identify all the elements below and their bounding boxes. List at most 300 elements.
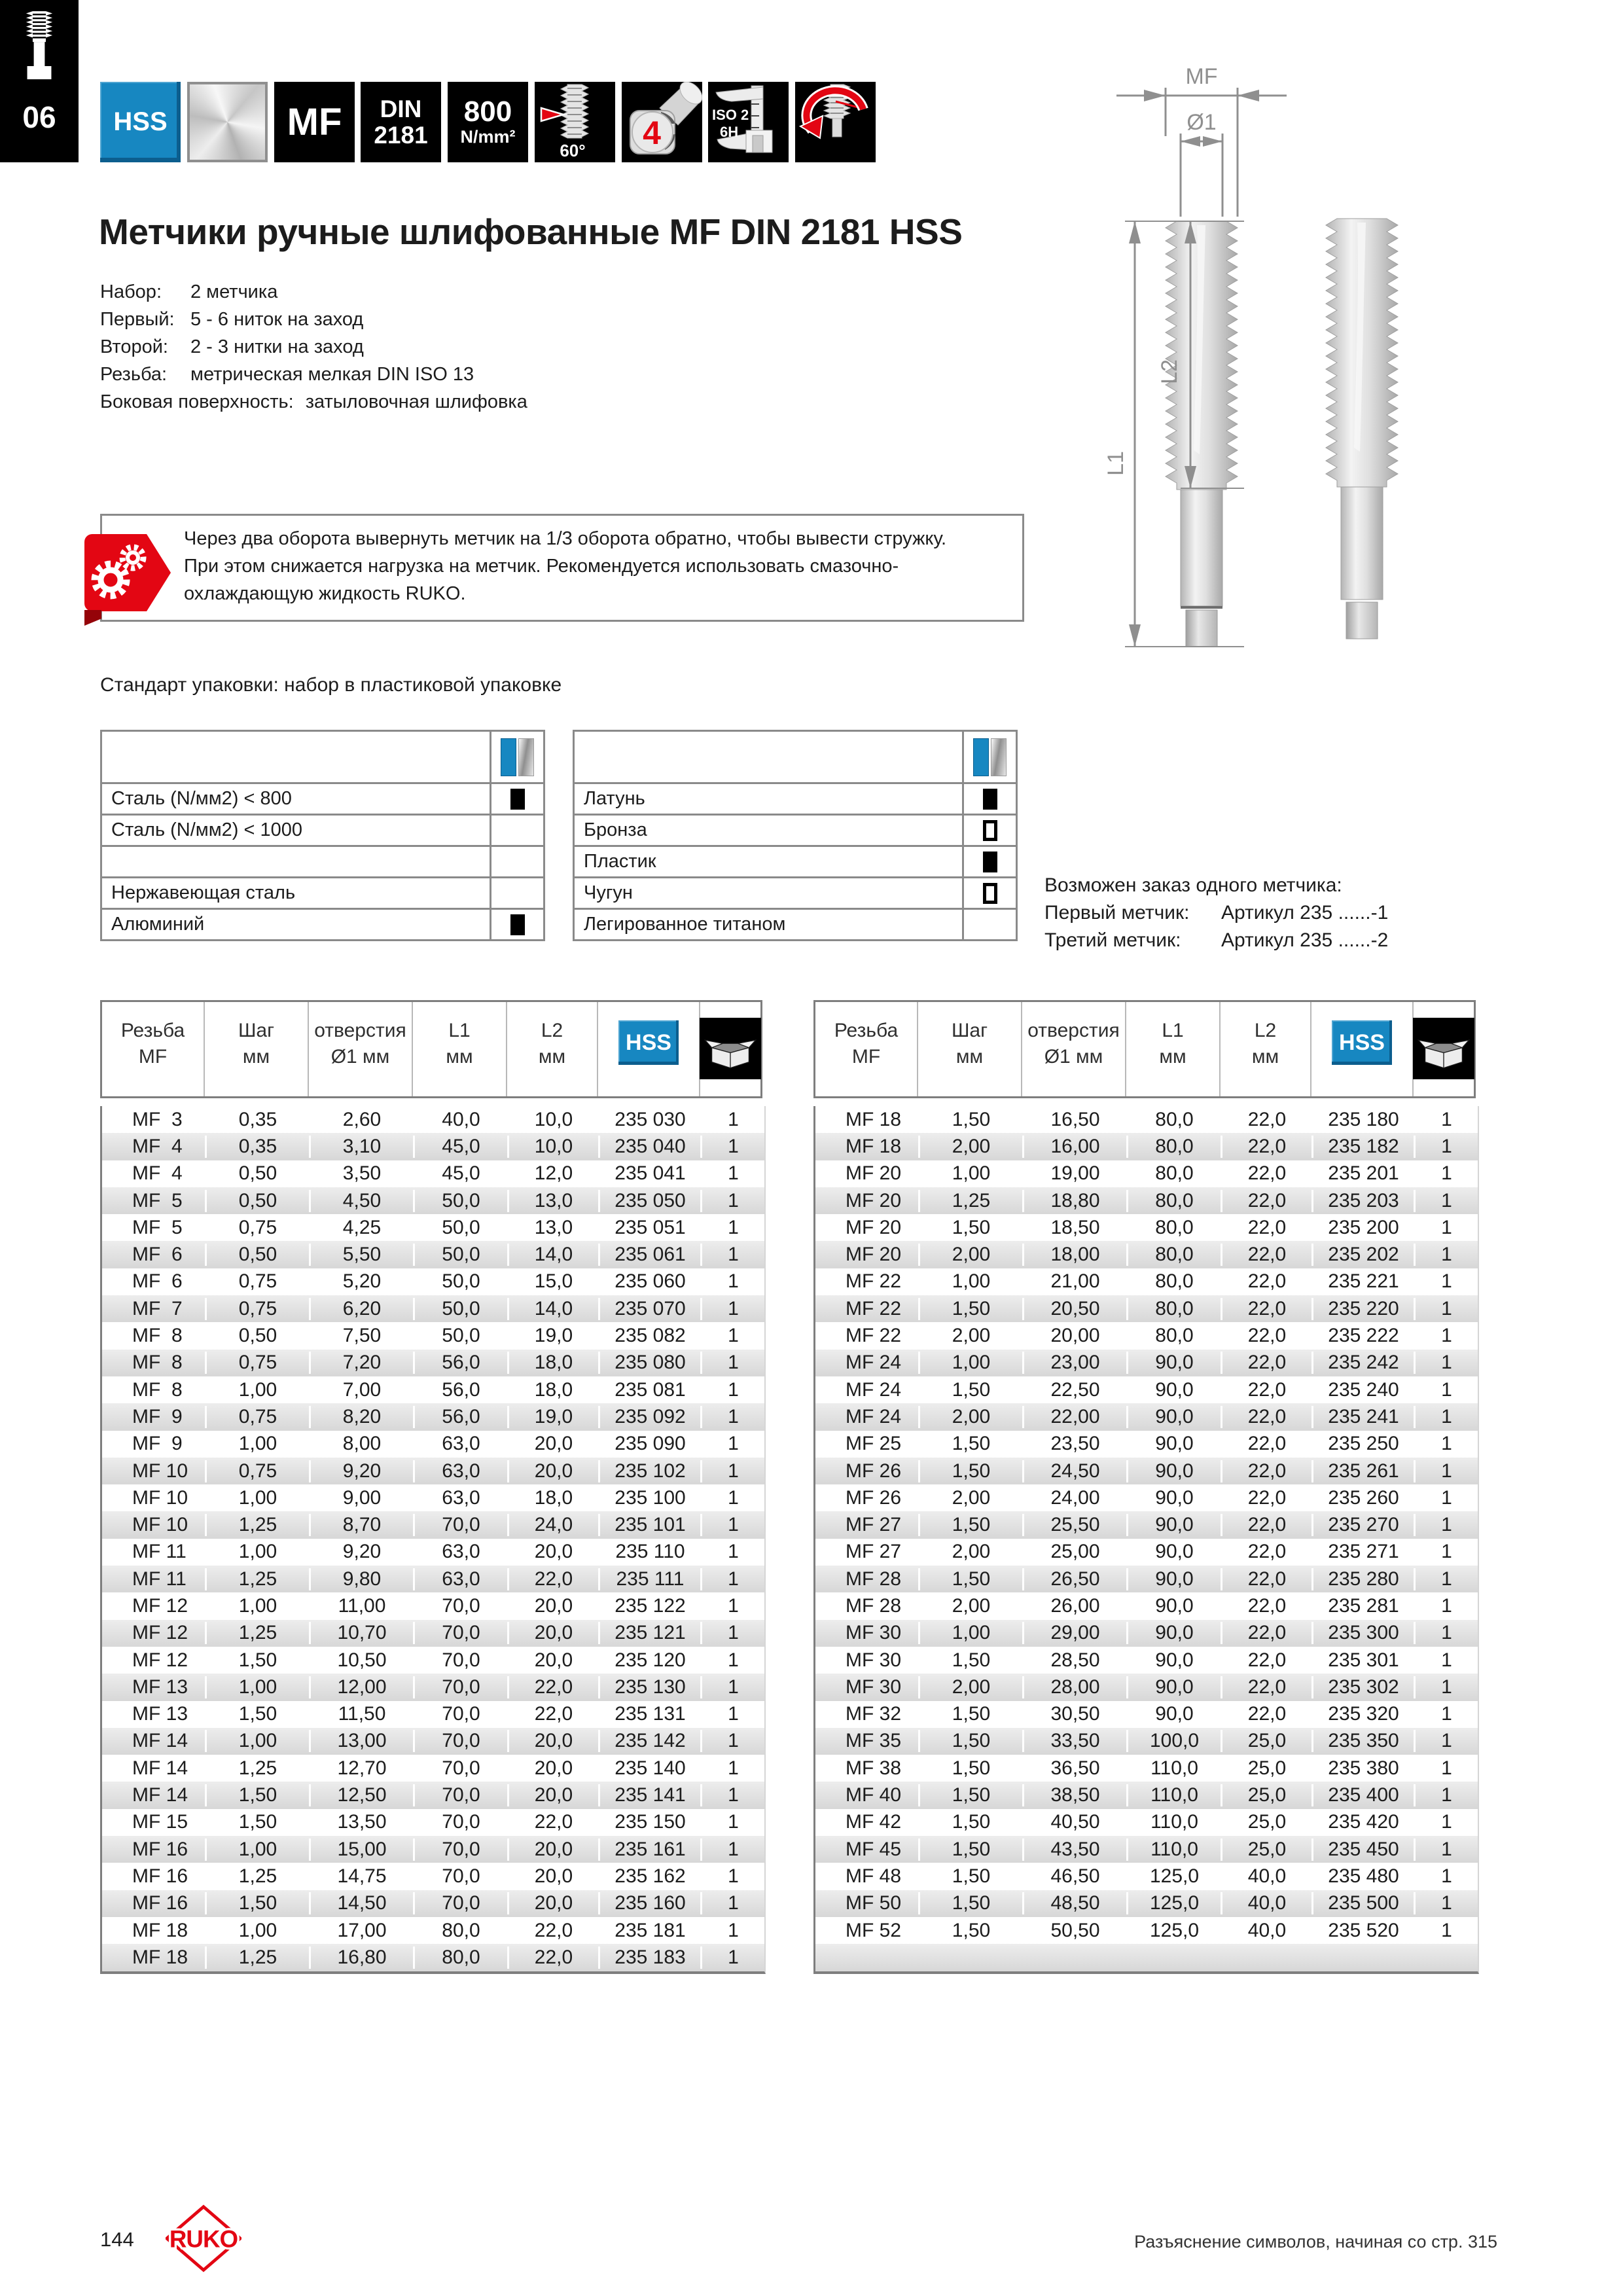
- cell-thread: MF 45: [815, 1839, 920, 1861]
- cell-thread: MF 13: [102, 1676, 207, 1698]
- cell-pitch: 1,50: [920, 1892, 1024, 1914]
- cell-l1: 110,0: [1128, 1811, 1222, 1833]
- cell-pitch: 1,50: [920, 1298, 1024, 1320]
- cell-l1: 50,0: [415, 1217, 509, 1239]
- dim-l2-label: L2: [1157, 359, 1182, 384]
- cell-l1: 63,0: [415, 1487, 509, 1509]
- table-row: [815, 1728, 1478, 1755]
- cell-l2: 22,0: [1222, 1649, 1313, 1672]
- cell-thread: MF 14: [102, 1730, 207, 1752]
- cell-drill: 12,00: [311, 1676, 415, 1698]
- table-row: [815, 1836, 1478, 1863]
- cell-pitch: 1,50: [920, 1379, 1024, 1401]
- cell-l1: 80,0: [415, 1946, 509, 1969]
- cell-thread: MF 42: [815, 1811, 920, 1833]
- cell-qty: 1: [1441, 1325, 1452, 1347]
- cell-thread: MF 30: [815, 1676, 920, 1698]
- cell-article: 235 082: [600, 1325, 702, 1347]
- cell-drill: 18,00: [1024, 1244, 1128, 1266]
- single-tap-order-note: [1044, 872, 1388, 954]
- table-row: [815, 1106, 1478, 1133]
- cell-drill: 7,00: [311, 1379, 415, 1401]
- cell-l2: 20,0: [509, 1622, 600, 1644]
- cell-drill: 30,50: [1024, 1703, 1128, 1725]
- cell-l1: 90,0: [1128, 1433, 1222, 1455]
- cell-pitch: 0,75: [207, 1270, 311, 1293]
- cell-thread: MF 15: [102, 1811, 207, 1833]
- table-row: [102, 1620, 764, 1647]
- material-label: Бронза: [584, 819, 647, 840]
- cell-drill: 20,50: [1024, 1298, 1128, 1320]
- material-row: [575, 908, 1016, 939]
- spec-row: [100, 361, 527, 388]
- page-title: Метчики ручные шлифованные MF DIN 2181 HSS: [99, 211, 963, 252]
- cell-article: 235 222: [1313, 1325, 1416, 1347]
- cell-article: 235 270: [1313, 1514, 1416, 1536]
- hss-bar-icon: [973, 738, 989, 776]
- usage-note-box: [100, 514, 1024, 622]
- cell-drill: 15,00: [311, 1839, 415, 1861]
- cell-thread: MF 22: [815, 1325, 920, 1347]
- cell-l2: 25,0: [1222, 1811, 1313, 1833]
- cell-thread: MF 30: [815, 1622, 920, 1644]
- cell-l2: 22,0: [1222, 1568, 1313, 1590]
- cell-drill: 8,70: [311, 1514, 415, 1536]
- cell-l2: 20,0: [509, 1433, 600, 1455]
- spec-label: Первый:: [100, 308, 175, 330]
- cell-drill: 8,20: [311, 1406, 415, 1428]
- cell-thread: MF 6: [102, 1244, 207, 1266]
- cell-qty: 1: [728, 1486, 739, 1509]
- cell-article: 235 350: [1313, 1730, 1416, 1752]
- cell-l2: 20,0: [509, 1541, 600, 1563]
- table-row: [815, 1917, 1478, 1944]
- table-row: [815, 1755, 1478, 1782]
- table-row: [102, 1241, 764, 1268]
- cell-pitch: 1,00: [920, 1162, 1024, 1185]
- cell-article: 235 161: [600, 1839, 702, 1861]
- table-row: [102, 1592, 764, 1619]
- cell-l1: 90,0: [1128, 1460, 1222, 1482]
- spec-row: [100, 306, 527, 333]
- cell-l2: 19,0: [509, 1406, 600, 1428]
- cell-article: 235 250: [1313, 1433, 1416, 1455]
- spec-value: метрическая мелкая DIN ISO 13: [190, 363, 474, 385]
- cell-qty: 1: [1441, 1649, 1452, 1671]
- cell-thread: MF 18: [815, 1136, 920, 1158]
- cell-drill: 3,10: [311, 1136, 415, 1158]
- cell-article: 235 121: [600, 1622, 702, 1644]
- cell-pitch: 2,00: [920, 1595, 1024, 1617]
- cell-qty: 1: [728, 1594, 739, 1617]
- cell-l2: 22,0: [1222, 1352, 1313, 1374]
- spec-value: затыловочная шлифовка: [305, 391, 527, 412]
- cell-qty: 1: [1441, 1486, 1452, 1509]
- cell-l2: 13,0: [509, 1217, 600, 1239]
- table-row: [102, 1755, 764, 1782]
- cell-article: 235 281: [1313, 1595, 1416, 1617]
- cell-thread: MF 28: [815, 1568, 920, 1590]
- table-row: [815, 1701, 1478, 1728]
- cell-article: 235 261: [1313, 1460, 1416, 1482]
- cell-article: 235 200: [1313, 1217, 1416, 1239]
- cell-qty: 1: [1441, 1270, 1452, 1293]
- cell-thread: MF 5: [102, 1190, 207, 1212]
- cell-qty: 1: [728, 1162, 739, 1185]
- cell-l1: 70,0: [415, 1892, 509, 1914]
- material-label: Сталь (N/мм2) < 1000: [111, 819, 302, 840]
- cell-l2: 18,0: [509, 1379, 600, 1401]
- cell-qty: 1: [1441, 1135, 1452, 1157]
- cell-l2: 20,0: [509, 1839, 600, 1861]
- material-table-left: [100, 730, 545, 941]
- table-row: [815, 1511, 1478, 1538]
- cell-pitch: 0,35: [207, 1109, 311, 1131]
- cell-article: 235 141: [600, 1784, 702, 1806]
- table-row: [102, 1187, 764, 1214]
- cell-qty: 1: [728, 1325, 739, 1347]
- table-row: [815, 1268, 1478, 1295]
- table-row: [815, 1566, 1478, 1592]
- cell-pitch: 1,50: [920, 1784, 1024, 1806]
- table-row: [102, 1484, 764, 1511]
- ground-finish-icon: [187, 82, 268, 162]
- cell-qty: 1: [1441, 1892, 1452, 1914]
- cell-l1: 125,0: [1128, 1892, 1222, 1914]
- cell-thread: MF 22: [815, 1298, 920, 1320]
- chapter-number: 06: [22, 100, 56, 134]
- material-label: Пластик: [584, 851, 656, 872]
- cell-thread: MF 8: [102, 1352, 207, 1374]
- cell-thread: MF 9: [102, 1406, 207, 1428]
- thread-angle-icon: [535, 82, 615, 162]
- cell-pitch: 0,35: [207, 1136, 311, 1158]
- cell-drill: 3,50: [311, 1162, 415, 1185]
- cell-qty: 1: [728, 1108, 739, 1130]
- cell-drill: 17,00: [311, 1920, 415, 1942]
- cell-l2: 10,0: [509, 1136, 600, 1158]
- table-row: [102, 1133, 764, 1160]
- table-row: [102, 1160, 764, 1187]
- cell-l1: 90,0: [1128, 1676, 1222, 1698]
- cell-l2: 22,0: [1222, 1270, 1313, 1293]
- cell-drill: 7,20: [311, 1352, 415, 1374]
- cell-qty: 1: [1441, 1244, 1452, 1266]
- cell-pitch: 1,00: [207, 1541, 311, 1563]
- cell-article: 235 202: [1313, 1244, 1416, 1266]
- cell-l1: 125,0: [1128, 1865, 1222, 1888]
- cell-l2: 15,0: [509, 1270, 600, 1293]
- cell-drill: 24,00: [1024, 1487, 1128, 1509]
- cell-drill: 23,50: [1024, 1433, 1128, 1455]
- cell-l2: 22,0: [1222, 1379, 1313, 1401]
- cell-l1: 90,0: [1128, 1568, 1222, 1590]
- table-row: [815, 1484, 1478, 1511]
- table-row: [102, 1647, 764, 1674]
- cell-l2: 19,0: [509, 1325, 600, 1347]
- cell-thread: MF 27: [815, 1514, 920, 1536]
- material-table-right: [573, 730, 1018, 941]
- cell-pitch: 1,25: [920, 1190, 1024, 1212]
- cell-l1: 45,0: [415, 1162, 509, 1185]
- order-note-row: [1044, 927, 1388, 954]
- back-rotation-icon: [795, 82, 876, 162]
- table-row: [102, 1701, 764, 1728]
- cell-article: 235 092: [600, 1406, 702, 1428]
- table-row: [102, 1863, 764, 1890]
- strength-icon: 800 N/mm²: [448, 82, 528, 162]
- cell-qty: 1: [728, 1541, 739, 1563]
- cell-article: 235 100: [600, 1487, 702, 1509]
- cell-qty: 1: [1441, 1541, 1452, 1563]
- cell-thread: MF 7: [102, 1298, 207, 1320]
- cell-drill: 2,60: [311, 1109, 415, 1131]
- cell-drill: 16,50: [1024, 1109, 1128, 1131]
- cell-pitch: 2,00: [920, 1406, 1024, 1428]
- cell-article: 235 070: [600, 1298, 702, 1320]
- cell-l2: 14,0: [509, 1298, 600, 1320]
- table-row: [102, 1268, 764, 1295]
- table-row: [102, 1836, 764, 1863]
- cell-article: 235 400: [1313, 1784, 1416, 1806]
- cell-thread: MF 52: [815, 1920, 920, 1942]
- cell-thread: MF 28: [815, 1595, 920, 1617]
- size-table-body: [813, 1106, 1479, 1974]
- cell-thread: MF 11: [102, 1541, 207, 1563]
- dim-d1-label: Ø1: [1186, 110, 1217, 135]
- cell-qty: 1: [1441, 1730, 1452, 1752]
- cell-article: 235 260: [1313, 1487, 1416, 1509]
- cell-article: 235 040: [600, 1136, 702, 1158]
- cell-l1: 90,0: [1128, 1487, 1222, 1509]
- cell-l1: 70,0: [415, 1865, 509, 1888]
- cell-pitch: 1,00: [207, 1433, 311, 1455]
- cell-l2: 40,0: [1222, 1920, 1313, 1942]
- cell-l1: 90,0: [1128, 1595, 1222, 1617]
- cell-thread: MF 16: [102, 1839, 207, 1861]
- table-row: [102, 1106, 764, 1133]
- cell-pitch: 0,75: [207, 1406, 311, 1428]
- cell-drill: 5,50: [311, 1244, 415, 1266]
- cell-thread: MF 13: [102, 1703, 207, 1725]
- material-table-header: [575, 732, 1016, 784]
- cell-article: 235 242: [1313, 1352, 1416, 1374]
- cell-pitch: 1,00: [207, 1595, 311, 1617]
- metal-bar-icon: [991, 738, 1007, 776]
- table-row: [102, 1431, 764, 1458]
- cell-l2: 20,0: [509, 1865, 600, 1888]
- cell-qty: 1: [1441, 1757, 1452, 1779]
- tolerance-line2: 6H: [720, 124, 739, 140]
- cell-l1: 56,0: [415, 1406, 509, 1428]
- material-label: Чугун: [584, 882, 633, 903]
- cell-qty: 1: [728, 1838, 739, 1860]
- material-row: [102, 908, 543, 939]
- tap-2: [1326, 219, 1398, 639]
- cell-l1: 80,0: [1128, 1162, 1222, 1185]
- table-row: [815, 1350, 1478, 1376]
- material-icon: [490, 732, 543, 782]
- table-row: [815, 1214, 1478, 1241]
- table-row: [815, 1863, 1478, 1890]
- cell-pitch: 1,25: [207, 1946, 311, 1969]
- material-label: Нержавеющая сталь: [111, 882, 296, 903]
- cell-qty: 1: [1441, 1865, 1452, 1887]
- cell-l1: 80,0: [1128, 1244, 1222, 1266]
- table-row: [815, 1944, 1478, 1971]
- cell-drill: 26,50: [1024, 1568, 1128, 1590]
- cell-article: 235 060: [600, 1270, 702, 1293]
- cell-pitch: 1,50: [920, 1460, 1024, 1482]
- cell-pitch: 1,50: [207, 1892, 311, 1914]
- cell-article: 235 150: [600, 1811, 702, 1833]
- cell-l2: 22,0: [1222, 1460, 1313, 1482]
- material-row: [102, 845, 543, 876]
- cell-article: 235 500: [1313, 1892, 1416, 1914]
- cell-drill: 28,00: [1024, 1676, 1128, 1698]
- table-row: [815, 1782, 1478, 1808]
- cell-l1: 100,0: [1128, 1730, 1222, 1752]
- order-note-value: Артикул 235 ......-2: [1221, 929, 1389, 951]
- symbols-reference-note: Разъяснение символов, начиная со стр. 315: [1134, 2232, 1497, 2251]
- table-row: [815, 1809, 1478, 1836]
- cell-drill: 12,50: [311, 1784, 415, 1806]
- cell-l1: 80,0: [1128, 1325, 1222, 1347]
- cell-article: 235 280: [1313, 1568, 1416, 1590]
- order-note-row: [1044, 899, 1388, 927]
- cell-qty: 1: [1441, 1460, 1452, 1482]
- suitability-mark: [983, 789, 997, 810]
- cell-article: 235 122: [600, 1595, 702, 1617]
- cell-pitch: 2,00: [920, 1325, 1024, 1347]
- cell-drill: 21,00: [1024, 1270, 1128, 1293]
- suitability-mark: [983, 852, 997, 872]
- spec-label: Второй:: [100, 336, 168, 357]
- cell-pitch: 1,50: [920, 1811, 1024, 1833]
- material-label: Алюминий: [111, 914, 205, 935]
- cell-drill: 16,00: [1024, 1136, 1128, 1158]
- ribbon-fold: [84, 610, 101, 626]
- spec-value: 2 - 3 нитки на заход: [190, 336, 364, 357]
- cell-article: 235 300: [1313, 1622, 1416, 1644]
- cell-pitch: 2,00: [920, 1541, 1024, 1563]
- cell-thread: MF 48: [815, 1865, 920, 1888]
- cell-l2: 22,0: [509, 1703, 600, 1725]
- cell-pitch: 1,00: [207, 1676, 311, 1698]
- cell-qty: 1: [1441, 1108, 1452, 1130]
- material-row: [102, 814, 543, 845]
- cell-drill: 46,50: [1024, 1865, 1128, 1888]
- cell-drill: 50,50: [1024, 1920, 1128, 1942]
- cell-drill: 18,50: [1024, 1217, 1128, 1239]
- cell-thread: MF 20: [815, 1190, 920, 1212]
- cell-thread: MF 30: [815, 1649, 920, 1672]
- cell-drill: 33,50: [1024, 1730, 1128, 1752]
- cell-l1: 70,0: [415, 1730, 509, 1752]
- cell-l1: 70,0: [415, 1595, 509, 1617]
- cell-drill: 22,00: [1024, 1406, 1128, 1428]
- table-row: [815, 1890, 1478, 1917]
- table-row: [815, 1431, 1478, 1458]
- cell-l2: 22,0: [1222, 1487, 1313, 1509]
- cell-article: 235 140: [600, 1757, 702, 1780]
- cell-l1: 50,0: [415, 1325, 509, 1347]
- package-icon: [700, 1018, 761, 1079]
- cell-l1: 70,0: [415, 1514, 509, 1536]
- cell-drill: 36,50: [1024, 1757, 1128, 1780]
- material-row: [575, 876, 1016, 908]
- cell-article: 235 080: [600, 1352, 702, 1374]
- cell-pitch: 1,50: [920, 1703, 1024, 1725]
- cell-l2: 22,0: [1222, 1433, 1313, 1455]
- page-number: 144: [100, 2228, 134, 2251]
- cell-thread: MF 38: [815, 1757, 920, 1780]
- cell-pitch: 1,50: [920, 1514, 1024, 1536]
- cell-thread: MF 24: [815, 1406, 920, 1428]
- cell-drill: 28,50: [1024, 1649, 1128, 1672]
- cell-drill: 23,00: [1024, 1352, 1128, 1374]
- cell-l1: 125,0: [1128, 1920, 1222, 1942]
- cell-article: 235 160: [600, 1892, 702, 1914]
- cell-pitch: 1,50: [920, 1433, 1024, 1455]
- cell-article: 235 271: [1313, 1541, 1416, 1563]
- cell-drill: 9,80: [311, 1568, 415, 1590]
- angle-label: 60°: [560, 141, 586, 160]
- cell-pitch: 1,00: [920, 1270, 1024, 1293]
- cell-pitch: 1,25: [207, 1514, 311, 1536]
- cell-l1: 70,0: [415, 1839, 509, 1861]
- cell-qty: 1: [728, 1216, 739, 1238]
- suitability-mark: [510, 914, 525, 935]
- cell-pitch: 1,50: [207, 1811, 311, 1833]
- cell-l2: 22,0: [1222, 1136, 1313, 1158]
- cell-drill: 4,50: [311, 1190, 415, 1212]
- cell-drill: 20,00: [1024, 1325, 1128, 1347]
- cell-article: 235 181: [600, 1920, 702, 1942]
- suitability-mark: [983, 883, 997, 904]
- cell-pitch: 2,00: [920, 1676, 1024, 1698]
- cell-thread: MF 20: [815, 1244, 920, 1266]
- cell-drill: 11,50: [311, 1703, 415, 1725]
- cell-drill: 25,50: [1024, 1514, 1128, 1536]
- cell-l2: 22,0: [1222, 1109, 1313, 1131]
- cell-article: 235 301: [1313, 1649, 1416, 1672]
- cell-qty: 1: [1441, 1784, 1452, 1806]
- cell-pitch: 1,00: [207, 1839, 311, 1861]
- table-row: [815, 1376, 1478, 1403]
- table-row: [815, 1620, 1478, 1647]
- cell-qty: 1: [1441, 1297, 1452, 1319]
- cell-qty: 1: [728, 1730, 739, 1752]
- cell-drill: 7,50: [311, 1325, 415, 1347]
- cell-drill: 5,20: [311, 1270, 415, 1293]
- cell-thread: MF 4: [102, 1136, 207, 1158]
- suitability-mark: [983, 820, 997, 841]
- cell-qty: 1: [728, 1352, 739, 1374]
- cell-l1: 90,0: [1128, 1541, 1222, 1563]
- cell-l2: 22,0: [1222, 1217, 1313, 1239]
- cell-pitch: 1,00: [920, 1352, 1024, 1374]
- table-row: [102, 1322, 764, 1349]
- cell-article: 235 302: [1313, 1676, 1416, 1698]
- cell-l2: 25,0: [1222, 1839, 1313, 1861]
- cell-drill: 10,50: [311, 1649, 415, 1672]
- cell-thread: MF 4: [102, 1162, 207, 1185]
- material-row: [102, 784, 543, 814]
- cell-article: 235 520: [1313, 1920, 1416, 1942]
- cell-qty: 1: [728, 1244, 739, 1266]
- chapter-tab: [0, 0, 79, 162]
